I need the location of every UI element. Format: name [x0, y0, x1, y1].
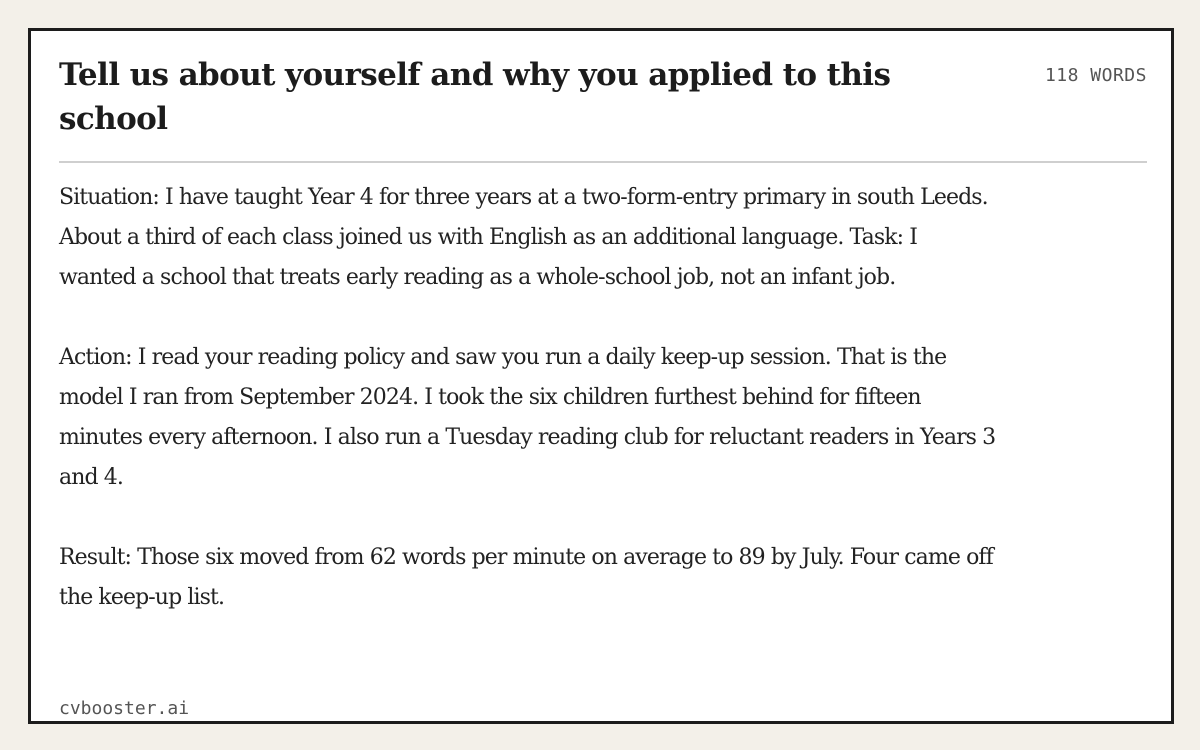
answer-body: [59, 178, 999, 658]
answer-paragraph-situation: Situation: I have taught Year 4 for three years at a two-form-entry primary in south Leeds. About a third of each class joined us with English as an additional language. Task: I wanted a school that treats early reading as a whole-school job, not an infant job.: [59, 185, 988, 290]
question-title: Tell us about yourself and why you applied to this school: [59, 57, 891, 137]
word-count-badge: 118 WORDS: [1044, 65, 1147, 86]
brand-footer: cvbooster.ai: [59, 698, 190, 719]
header-divider: [59, 161, 1147, 163]
card-header: [59, 53, 1147, 141]
answer-card: [28, 28, 1174, 724]
answer-paragraph-action: Action: I read your reading policy and saw you run a daily keep-up session. That is the model I ran from September 2024. I took the six children furthest behind for fifteen minutes every afternoon. I also run a Tuesday reading club for reluctant readers in Years 3 and 4.: [59, 345, 996, 490]
answer-paragraph-result: Result: Those six moved from 62 words per minute on average to 89 by July. Four came off the keep-up list.: [59, 545, 993, 610]
